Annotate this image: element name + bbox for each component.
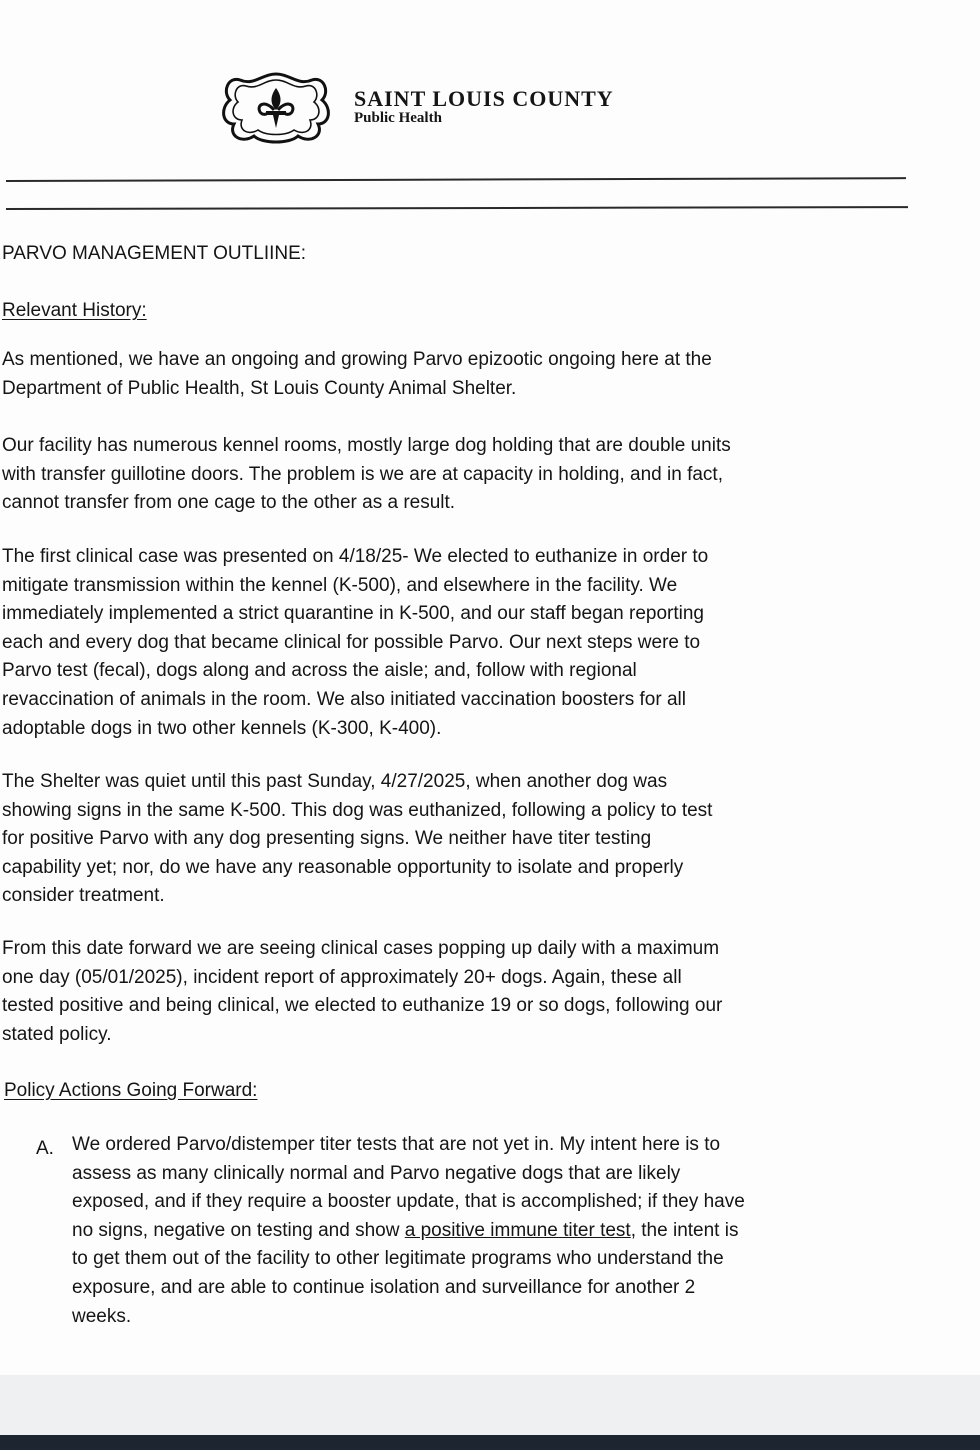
org-name: SAINT LOUIS COUNTY (354, 86, 614, 111)
fleur-de-lis-icon (220, 70, 332, 146)
paragraph-4 (2, 768, 712, 911)
paragraph-line: mitigate transmission within the kennel (K-500), and elsewhere in the facility. We (2, 574, 678, 596)
paragraph-3 (2, 543, 708, 743)
list-item-line: We ordered Parvo/distemper titer tests that are not yet in. My intent here is to (72, 1134, 721, 1155)
paragraph-line: As mentioned, we have an ongoing and growing Parvo epizootic ongoing here at the (2, 349, 712, 370)
paragraph-line: revaccination of animals in the room. We also initiated vaccination boosters for all (2, 688, 686, 710)
document-title: PARVO MANAGEMENT OUTLIINE: (2, 243, 307, 264)
list-item-line: to get them out of the facility to other legitimate programs who understand the (72, 1248, 724, 1270)
header-divider-top (6, 177, 906, 182)
list-item-line: exposed, and if they require a booster update, that is accomplished; if they have (72, 1191, 745, 1213)
paragraph-line: one day (05/01/2025), incident report of approximately 20+ dogs. Again, these all (2, 966, 682, 988)
list-item-line (72, 1217, 745, 1246)
paragraph-line: for positive Parvo with any dog presenting signs. We neither have titer testing (2, 828, 652, 850)
list-item-marker: A. (36, 1138, 54, 1159)
paragraph-line: cannot transfer from one cage to the other as a result. (2, 492, 456, 514)
viewer-toolbar (0, 1435, 980, 1450)
paragraph-line: with transfer guillotine doors. The problem is we are at capacity in holding, and in fact, (2, 463, 723, 485)
list-item-line: exposure, and are able to continue isolation and surveillance for another 2 (72, 1276, 696, 1298)
list-item-text-segment: , the intent is (630, 1219, 739, 1241)
list-item-text (72, 1131, 745, 1331)
paragraph-line: consider treatment. (2, 885, 165, 907)
list-item-line: assess as many clinically normal and Parvo negative dogs that are likely (72, 1162, 681, 1184)
org-header (354, 86, 614, 127)
list-item-text-segment: no signs, negative on testing and show (72, 1219, 405, 1241)
paragraph-line: Our facility has numerous kennel rooms, mostly large dog holding that are double units (2, 435, 731, 456)
section-heading-history: Relevant History: (2, 300, 147, 321)
paragraph-line: immediately implemented a strict quarantine in K-500, and our staff began reporting (2, 603, 704, 625)
paragraph-1 (2, 346, 712, 403)
paragraph-line: showing signs in the same K-500. This dog was euthanized, following a policy to test (2, 799, 713, 821)
paragraph-line: The first clinical case was presented on 4/18/25- We elected to euthanize in order to (2, 546, 709, 567)
paragraph-line: The Shelter was quiet until this past Sunday, 4/27/2025, when another dog was (2, 771, 668, 792)
header-divider-bottom (6, 206, 908, 210)
paragraph-line: stated policy. (2, 1023, 112, 1045)
underlined-phrase: a positive immune titer test (404, 1219, 631, 1241)
paragraph-line: each and every dog that became clinical for possible Parvo. Our next steps were to (2, 631, 701, 653)
paragraph-line: From this date forward we are seeing clinical cases popping up daily with a maximum (2, 938, 720, 959)
list-item-line: weeks. (72, 1305, 132, 1327)
section-heading-policy: Policy Actions Going Forward: (4, 1080, 258, 1101)
paragraph-line: Parvo test (fecal), dogs along and across the aisle; and, follow with regional (2, 660, 637, 682)
paragraph-line: capability yet; nor, do we have any reasonable opportunity to isolate and properly (2, 856, 684, 878)
paragraph-line: tested positive and being clinical, we elected to euthanize 19 or so dogs, following our (2, 995, 723, 1017)
paragraph-line: adoptable dogs in two other kennels (K-300, K-400). (2, 717, 442, 739)
viewer-bottom-margin (0, 1375, 980, 1435)
org-subtitle: Public Health (354, 110, 442, 126)
paragraph-5 (2, 935, 722, 1049)
paragraph-line: Department of Public Health, St Louis County Animal Shelter. (2, 377, 517, 399)
paragraph-2 (2, 432, 731, 518)
